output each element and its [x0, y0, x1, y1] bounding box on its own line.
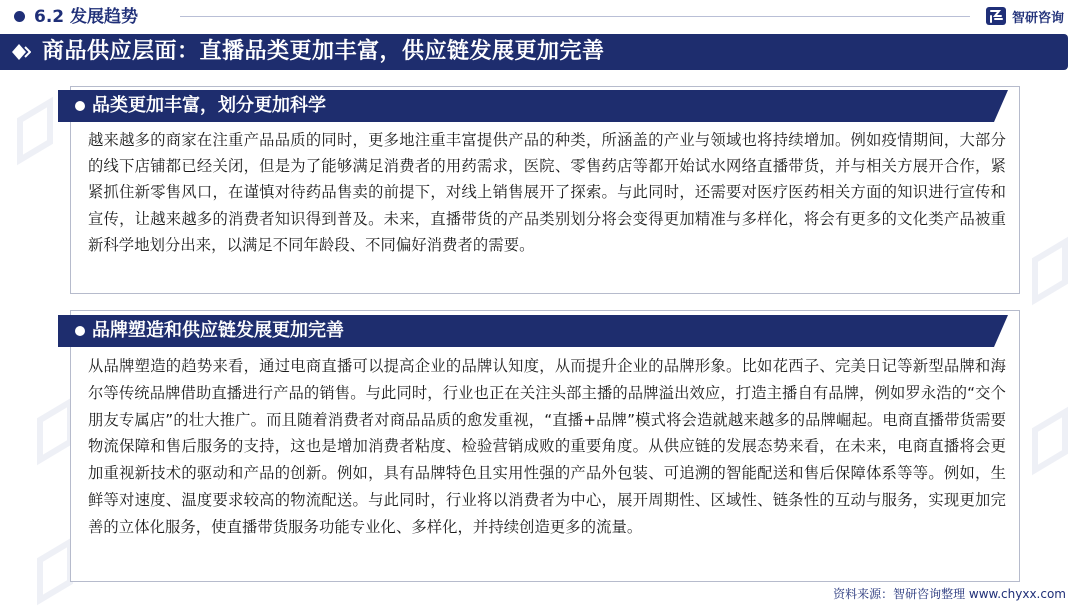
card-header [58, 315, 1008, 347]
diamond-icon [11, 43, 31, 61]
section-title: 6.2 发展趋势 [34, 7, 139, 27]
title-banner [0, 34, 1068, 70]
bullet-dot-icon [75, 101, 85, 111]
brand-logo [985, 5, 1064, 27]
brand-name: 智研咨询 [1011, 10, 1064, 26]
card-title: 品牌塑造和供应链发展更加完善 [92, 320, 344, 341]
card-body-text: 越来越多的商家在注重产品品质的同时，更多地注重丰富提供产品的种类，所涵盖的产业与领域也将持续增加。例如疫情期间，大部分的线下店铺都已经关闭，但是为了能够满足消费者的用药需求，医院、零售药店等都开始试水网络直播带货，并与相关方展开合作，紧紧抓住新零售风口，在谨慎对待药品售卖的前提下，对线上销售展开了探索。与此同时，还需要对医疗医药相关方面的知识进行宣传和宣传，让越来越多的消费者知识得到普及。未来，直播带货的产品类别划分将会变得更加精准与多样化，将会有更多的文化类产品被重新科学地划分出来，以满足不同年龄段、不同偏好消费者的需要。 [88, 131, 1006, 254]
card-brand-supply-chain [70, 310, 1020, 582]
brand-logo-icon [985, 5, 1007, 27]
card-header [58, 90, 1008, 122]
card-category-trend [70, 86, 1020, 294]
card-body-text: 从品牌塑造的趋势来看，通过电商直播可以提高企业的品牌认知度，从而提升企业的品牌形象。比如花西子、完美日记等新型品牌和海尔等传统品牌借助直播进行产品的销售。与此同时，行业也正在关注头部主播的品牌溢出效应，打造主播自有品牌，例如罗永浩的“交个朋友专属店”的壮大推广。而且随着消费者对商品品质的愈发重视，“直播+品牌”模式将会造就越来越多的品牌崛起。电商直播带货需要物流保障和售后服务的支持，这也是增加消费者粘度、检验营销成败的重要角度。从供应链的发展态势来看，在未来，电商直播将会更加重视新技术的驱动和产品的创新。例如，具有品牌特色且实用性强的产品外包装、可追溯的智能配送和售后保障体系等等。例如，生鲜等对速度、温度要求较高的物流配送。与此同时，行业将以消费者为中心，展开周期性、区域性、链条性的互动与服务，实现更加完善的立体化服务，使直播带货服务功能专业化、多样化，并持续创造更多的流量。 [88, 357, 1006, 536]
bullet-dot-icon [14, 11, 25, 22]
source-footer: 资料来源：智研咨询整理 www.chyxx.com [833, 587, 1066, 601]
card-title: 品类更加丰富，划分更加科学 [92, 95, 326, 116]
bullet-dot-icon [75, 326, 85, 336]
header-divider [180, 16, 970, 17]
page-title: 商品供应层面：直播品类更加丰富，供应链发展更加完善 [42, 39, 605, 64]
top-header [0, 0, 1080, 34]
